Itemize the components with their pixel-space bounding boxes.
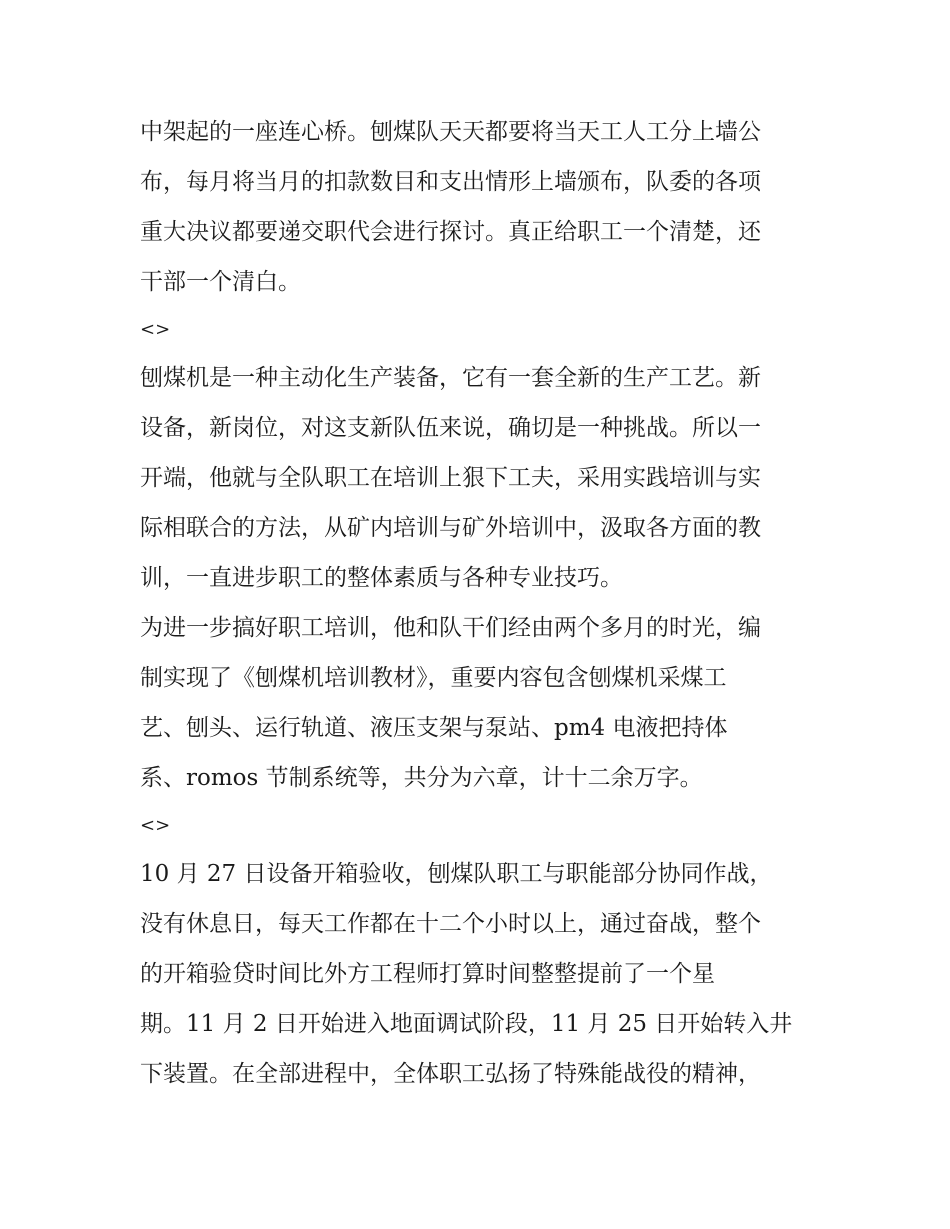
document-page [140,107,812,1099]
text-line: 开端，他就与全队职工在培训上狠下工夫，采用实践培训与实 [140,465,761,491]
text-line: 设备，新岗位，对这支新队伍来说，确切是一种挑战。所以一 [140,415,761,441]
text-line: 期。11 月 2 日开始进入地面调试阶段，11 月 25 日开始转入井 [140,1011,793,1037]
text-line: 艺、刨头、运行轨道、液压支架与泵站、pm4 电液把持体 [140,715,728,741]
section-marker: <> [140,815,171,836]
text-line: 10 月 27 日设备开箱验收，刨煤队职工与职能部分协同作战， [140,861,773,887]
text-line: 际相联合的方法，从矿内培训与矿外培训中，汲取各方面的教 [140,515,761,541]
text-line: 干部一个清白。 [140,269,301,295]
text-line: 制实现了《刨煤机培训教材》，重要内容包含刨煤机采煤工 [140,665,727,691]
text-line: 下装置。在全部进程中，全体职工弘扬了特殊能战役的精神， [140,1061,761,1087]
text-line: 布，每月将当月的扣款数目和支出情形上墙颁布，队委的各项 [140,169,761,195]
text-line: 的开箱验贷时间比外方工程师打算时间整整提前了一个星 [140,961,715,987]
text-line: 为进一步搞好职工培训，他和队干们经由两个多月的时光，编 [140,615,761,641]
text-line: 训，一直进步职工的整体素质与各种专业技巧。 [140,565,623,591]
text-line: 系、romos 节制系统等，共分为六章，计十二余万字。 [140,765,703,791]
text-line: 重大决议都要递交职代会进行探讨。真正给职工一个清楚，还 [140,219,761,245]
text-line: 刨煤机是一种主动化生产装备，它有一套全新的生产工艺。新 [140,365,761,391]
text-line: 中架起的一座连心桥。刨煤队天天都要将当天工人工分上墙公 [140,119,761,145]
section-marker: <> [140,319,171,340]
text-line: 没有休息日，每天工作都在十二个小时以上，通过奋战，整个 [140,911,761,937]
